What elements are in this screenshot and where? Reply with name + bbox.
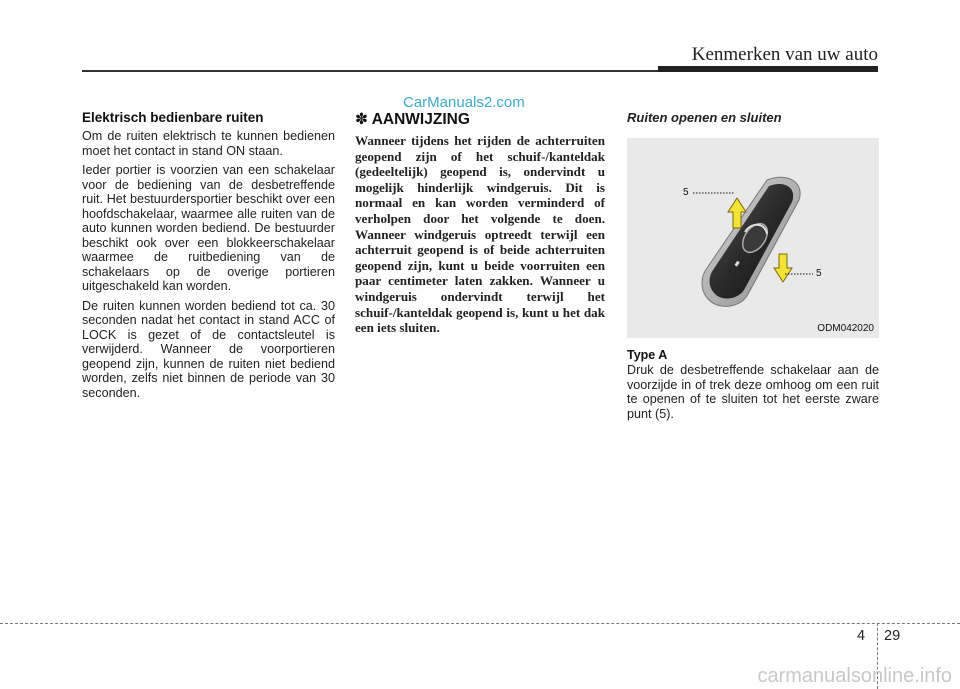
section-heading: Elektrisch bedienbare ruiten bbox=[82, 110, 264, 125]
page-header-title: Kenmerken van uw auto bbox=[691, 44, 878, 65]
type-heading: Type A bbox=[627, 348, 668, 362]
figure-label-top: 5 bbox=[683, 187, 689, 198]
header-rule-thin bbox=[82, 70, 660, 72]
note-body: Wanneer tijdens het rijden de achterruiten geopend zijn of het schuif-/kanteldak (gedeeltelijk) geopend is, ondervindt u mogelijk hinderlijk windgeruis. Dit is normaal en kan worden verminderd of verholpen door het volgende te doen. Wanneer windgeruis optreedt terwijl een achterruit geopend is of beide achterruiten geopend zijn, kunt u beide voorruiten een paar centimeter laten zakken. Wanneer u windgeruis ondervindt terwijl het schuif-/kanteldak geopend is, kunt u het dak een iets sluiten. bbox=[355, 133, 605, 336]
middle-column bbox=[355, 110, 605, 336]
chapter-number: 4 bbox=[857, 628, 866, 644]
paragraph: Ieder portier is voorzien van een schakelaar voor de bediening van de desbetreffende ruit. Het bestuurdersportier beschikt over een hoofdschakelaar, waarmee alle ruiten van de auto kunnen worden bediend. De bestuurder beschikt ook over een blokkeerschakelaar waarmee de ruitbediening van de schakelaars op de overige portieren uitgeschakeld kan worden. bbox=[82, 163, 335, 293]
figure-code: ODM042020 bbox=[817, 323, 874, 334]
window-switch-illustration bbox=[627, 138, 879, 338]
arrow-down-icon bbox=[774, 254, 792, 282]
watermark-top: CarManuals2.com bbox=[403, 94, 525, 111]
note-heading: ✽ AANWIJZING bbox=[355, 111, 470, 128]
figure-label-bottom: 5 bbox=[816, 268, 822, 279]
paragraph: Om de ruiten elektrisch te kunnen bedienen moet het contact in stand ON staan. bbox=[82, 129, 335, 158]
left-column bbox=[82, 110, 335, 405]
right-column bbox=[627, 110, 879, 421]
paragraph: De ruiten kunnen worden bediend tot ca. 30 seconden nadat het contact in stand ACC of LOCK is gezet of de contactsleutel is verwijderd. Wanneer de voorportieren geopend zijn, kunnen de ruiten niet bediend worden, zelfs niet binnen de periode van 30 seconden. bbox=[82, 298, 335, 400]
subsection-heading: Ruiten openen en sluiten bbox=[627, 110, 782, 125]
header-rule-thick bbox=[658, 66, 878, 72]
watermark-bottom: carmanualsonline.info bbox=[757, 665, 952, 687]
window-switch-figure bbox=[627, 138, 879, 338]
page-number: 29 bbox=[884, 628, 901, 644]
type-body: Druk de desbetreffende schakelaar aan de voorzijde in of trek deze omhoog om een ruit te openen of te sluiten tot het eerste zware punt (5). bbox=[627, 363, 879, 421]
footer-rule bbox=[0, 623, 960, 624]
